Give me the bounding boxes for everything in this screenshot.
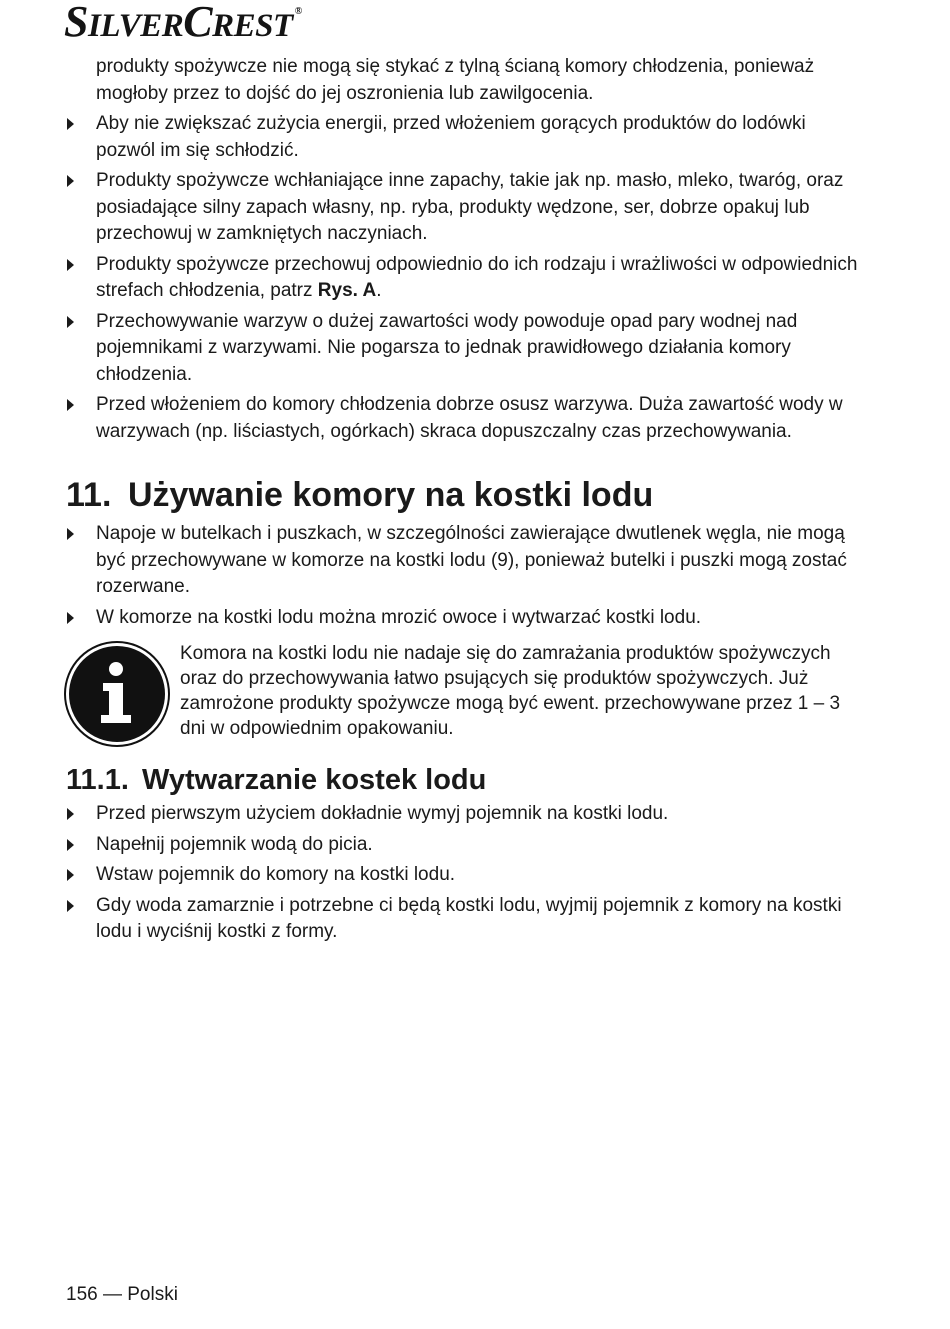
list-item: Napełnij pojemnik wodą do picia. bbox=[66, 832, 866, 859]
bullet-list-section-11 bbox=[66, 521, 866, 631]
list-item: W komorze na kostki lodu można mrozić owoce i wytwarzać kostki lodu. bbox=[66, 605, 866, 632]
bullet-arrow-icon bbox=[67, 612, 74, 624]
info-text: Komora na kostki lodu nie nadaje się do zamrażania produktów spożywczych oraz do przechowywania łatwo psujących się produktów spożywczych. Już zamrożone produkty spożywcze mogą być ewent. przechowywane przez 1 – 3 dni w odpowiednim opakowaniu. bbox=[180, 643, 841, 739]
section-heading: 11. Używanie komory na kostki lodu bbox=[66, 476, 654, 514]
list-item: Przechowywanie warzyw o dużej zawartości wody powoduje opad pary wodnej nad pojemnikami z warzywami. Nie pogarsza to jednak prawidłowego działania komory chłodzenia. bbox=[66, 309, 866, 389]
list-item: Przed pierwszym użyciem dokładnie wymyj pojemnik na kostki lodu. bbox=[66, 801, 866, 828]
list-item: Przed włożeniem do komory chłodzenia dobrze osusz warzywa. Duża zawartość wody w warzywach (np. liściastych, ogórkach) skraca dopuszczalny czas przechowywania. bbox=[66, 392, 866, 445]
page-footer: 156 — Polski bbox=[66, 1284, 178, 1305]
subsection-heading: 11.1. Wytwarzanie kostek lodu bbox=[66, 764, 487, 796]
list-item: Produkty spożywcze wchłaniające inne zapachy, takie jak np. masło, mleko, twaróg, oraz posiadające silny zapach własny, np. ryba, produkty wędzone, ser, dobrze opakuj lub przechowuj w zamkniętych naczyniach. bbox=[66, 168, 866, 248]
bullet-arrow-icon bbox=[67, 869, 74, 881]
bullet-arrow-icon bbox=[67, 528, 74, 540]
list-item: Aby nie zwiększać zużycia energii, przed włożeniem gorących produktów do lodówki pozwól im się schłodzić. bbox=[66, 111, 866, 164]
list-item: Napoje w butelkach i puszkach, w szczególności zawierające dwutlenek węgla, nie mogą być przechowywane w komorze na kostki lodu (9), ponieważ butelki i puszki mogą zostać rozerwane. bbox=[66, 521, 866, 601]
info-icon bbox=[66, 643, 168, 745]
bullet-arrow-icon bbox=[67, 900, 74, 912]
page-content bbox=[66, 54, 866, 946]
list-item: Wstaw pojemnik do komory na kostki lodu. bbox=[66, 862, 866, 889]
continuation-paragraph: produkty spożywcze nie mogą się stykać z tylną ścianą komory chłodzenia, ponieważ mogłoby przez to dojść do jej oszronienia lub zawilgocenia. bbox=[96, 56, 815, 104]
info-note bbox=[66, 641, 866, 745]
bullet-arrow-icon bbox=[67, 808, 74, 820]
list-item: Gdy woda zamarznie i potrzebne ci będą kostki lodu, wyjmij pojemnik z komory na kostki lodu i wyciśnij kostki z formy. bbox=[66, 893, 866, 946]
bullet-arrow-icon bbox=[67, 316, 74, 328]
bullet-arrow-icon bbox=[67, 118, 74, 130]
figure-reference: Rys. A bbox=[317, 280, 377, 301]
bullet-arrow-icon bbox=[67, 175, 74, 187]
bullet-arrow-icon bbox=[67, 259, 74, 271]
bullet-list-top bbox=[66, 111, 866, 445]
list-item: Produkty spożywcze przechowuj odpowiednio do ich rodzaju i wrażliwości w odpowiednich strefach chłodzenia, patrz Rys. A. bbox=[66, 252, 866, 305]
brand-logo: SILVERCREST ® bbox=[64, 0, 302, 46]
bullet-list-section-11-1 bbox=[66, 801, 866, 946]
bullet-arrow-icon bbox=[67, 399, 74, 411]
bullet-arrow-icon bbox=[67, 839, 74, 851]
